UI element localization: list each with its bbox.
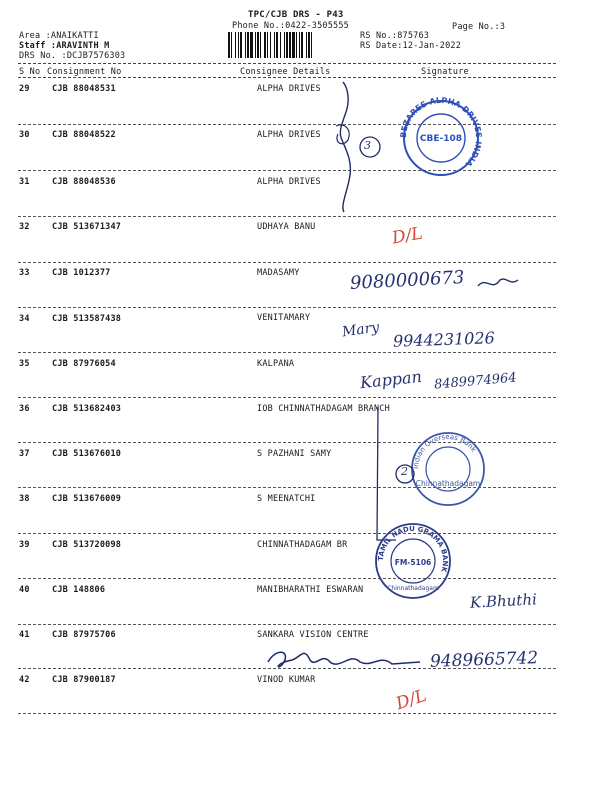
row-consignment: CJB 513682403 bbox=[52, 404, 122, 414]
row-consignment: CJB 87975706 bbox=[52, 630, 116, 640]
row-sno: 34 bbox=[19, 314, 30, 324]
row-consignment: CJB 513676010 bbox=[52, 449, 122, 459]
col-consignee: Consignee Details bbox=[240, 67, 331, 77]
row-consignee: S MEENATCHI bbox=[257, 494, 316, 504]
row-consignee: VINOD KUMAR bbox=[257, 675, 316, 685]
tn-grama-bank-stamp bbox=[376, 524, 450, 598]
svg-text:BEZARES ALPHA DRIVES INDIA: BEZARES ALPHA DRIVES INDIA bbox=[398, 95, 484, 169]
iob-bank-stamp bbox=[412, 433, 484, 505]
row-sno: 35 bbox=[19, 359, 30, 369]
row-consignment: CJB 513676009 bbox=[52, 494, 122, 504]
bracket-signature-stroke bbox=[340, 82, 350, 212]
row-consignment: CJB 88048522 bbox=[52, 130, 116, 140]
circled-number: 3 bbox=[364, 139, 371, 152]
row-consignee: S PAZHANI SAMY bbox=[257, 449, 332, 459]
row-consignee: UDHAYA BANU bbox=[257, 222, 316, 232]
phone-number: Phone No.:0422-3505555 bbox=[232, 21, 349, 31]
svg-text:Chinnathadagam: Chinnathadagam bbox=[387, 585, 439, 592]
row-consignee: MADASAMY bbox=[257, 268, 300, 278]
area-label: Area :ANAIKATTI bbox=[19, 31, 99, 41]
row-consignee: ALPHA DRIVES bbox=[257, 177, 321, 187]
row-sno: 32 bbox=[19, 222, 30, 232]
row-consignment: CJB 513671347 bbox=[52, 222, 122, 232]
svg-text:Indian Overseas Bank: Indian Overseas Bank bbox=[411, 432, 478, 470]
row-consignment: CJB 513720098 bbox=[52, 540, 122, 550]
handwritten-phone: 9080000673 bbox=[349, 267, 466, 294]
row-consignment: CJB 148806 bbox=[52, 585, 106, 595]
drs-number: DRS No. :DCJB7576303 bbox=[19, 51, 126, 61]
handwritten-name: Mary bbox=[341, 319, 381, 341]
handwritten-signature: K.Bhuthi bbox=[469, 590, 538, 612]
page-number: Page No.:3 bbox=[452, 22, 506, 32]
rs-number: RS No.:875763 bbox=[360, 31, 430, 41]
row-sno: 33 bbox=[19, 268, 30, 278]
svg-text:CBE-108: CBE-108 bbox=[419, 134, 463, 144]
row-consignee: ALPHA DRIVES bbox=[257, 130, 321, 140]
strike-scribble bbox=[478, 279, 518, 286]
row-consignee: CHINNATHADAGAM BR bbox=[257, 540, 348, 550]
row-sno: 31 bbox=[19, 177, 30, 187]
signature-stroke bbox=[268, 652, 420, 667]
row-sno: 40 bbox=[19, 585, 30, 595]
svg-text:FM-5106: FM-5106 bbox=[394, 558, 432, 567]
row-consignee: MANIBHARATHI ESWARAN bbox=[257, 585, 364, 595]
staff-label: Staff :ARAVINTH M bbox=[19, 41, 110, 51]
row-sno: 41 bbox=[19, 630, 30, 640]
row-consignee: VENITAMARY bbox=[257, 313, 311, 323]
row-consignee: ALPHA DRIVES bbox=[257, 84, 321, 94]
delivered-mark: D/L bbox=[390, 223, 425, 249]
row-sno: 38 bbox=[19, 494, 30, 504]
handwritten-phone: 9489665742 bbox=[429, 648, 539, 672]
handwritten-phone: 9944231026 bbox=[392, 328, 496, 351]
bracket-line bbox=[376, 408, 396, 540]
row-sno: 37 bbox=[19, 449, 30, 459]
row-consignee: IOB CHINNATHADAGAM BRANCH bbox=[257, 404, 390, 414]
handwritten-phone: 8489974964 bbox=[433, 370, 518, 393]
row-sno: 42 bbox=[19, 675, 30, 685]
delivered-mark: D/L bbox=[393, 685, 429, 715]
row-sno: 30 bbox=[19, 130, 30, 140]
row-consignment: CJB 513587438 bbox=[52, 314, 122, 324]
handwritten-name: Kappan bbox=[359, 366, 423, 393]
col-signature: Signature bbox=[421, 67, 469, 77]
row-consignment: CJB 88048536 bbox=[52, 177, 116, 187]
alpha-drives-stamp bbox=[399, 96, 483, 175]
row-consignment: CJB 1012377 bbox=[52, 268, 111, 278]
report-title: TPC/CJB DRS - P43 bbox=[248, 10, 344, 20]
svg-text:Chinnathadagam: Chinnathadagam bbox=[415, 479, 481, 488]
row-consignment: CJB 88048531 bbox=[52, 84, 116, 94]
col-consignment: Consignment No bbox=[47, 67, 122, 77]
row-consignment: CJB 87900187 bbox=[52, 675, 116, 685]
row-sno: 36 bbox=[19, 404, 30, 414]
row-consignee: KALPANA bbox=[257, 359, 295, 369]
col-sno: S No bbox=[19, 67, 41, 77]
row-sno: 29 bbox=[19, 84, 30, 94]
rs-date: RS Date:12-Jan-2022 bbox=[360, 41, 462, 51]
svg-text:TAMIL NADU GRAMA BANK: TAMIL NADU GRAMA BANK bbox=[376, 524, 450, 574]
row-sno: 39 bbox=[19, 540, 30, 550]
row-consignee: SANKARA VISION CENTRE bbox=[257, 630, 369, 640]
circled-number: 2 bbox=[401, 465, 408, 478]
row-consignment: CJB 87976054 bbox=[52, 359, 116, 369]
